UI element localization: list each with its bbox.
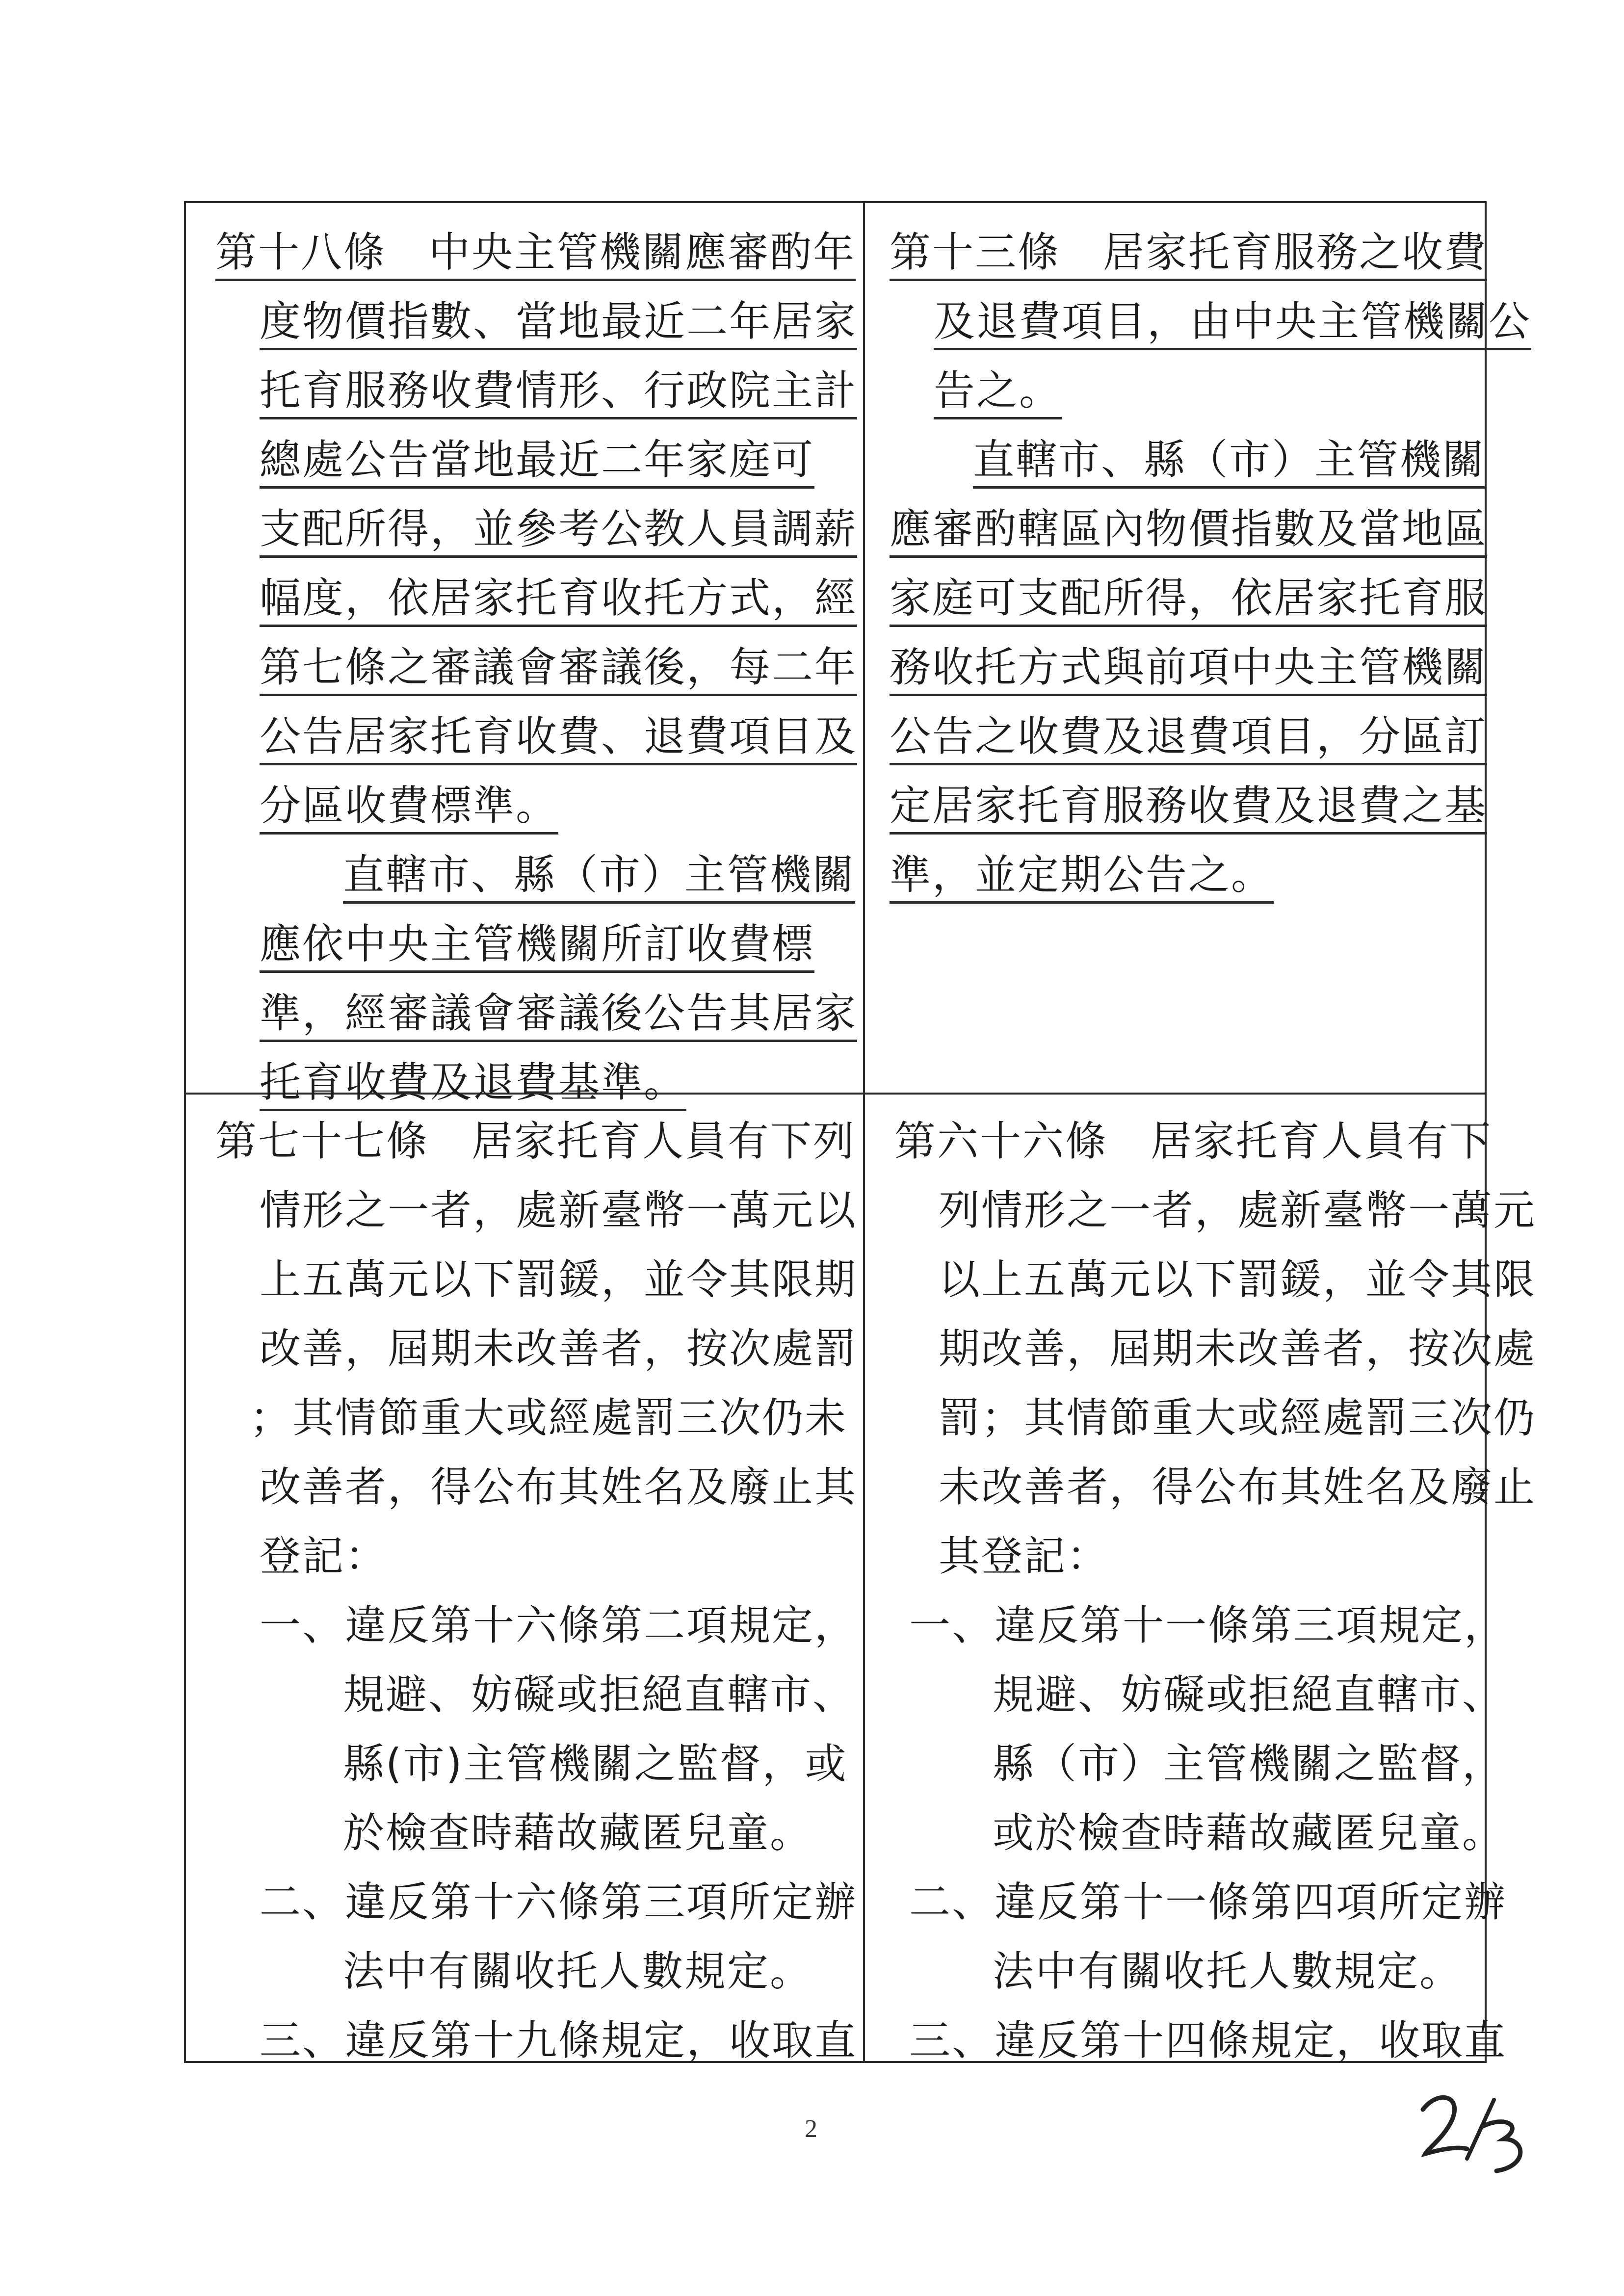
- text-line: 情形之一者，處新臺幣一萬元以: [260, 1186, 858, 1234]
- text-line: 罰；其情節重大或經處罰三次仍: [939, 1394, 1537, 1442]
- list-item: 二、違反第十六條第三項所定辦: [260, 1878, 858, 1926]
- text-line: 列情形之一者，處新臺幣一萬元: [939, 1186, 1537, 1234]
- page-number: 2: [805, 2115, 817, 2143]
- article-heading-line: 第十八條 中央主管機關應審酌年: [215, 218, 843, 287]
- article-heading-line: 第十三條 居家托育服務之收費: [890, 218, 1467, 287]
- article-heading-line: 第七十七條 居家托育人員有下列: [215, 1117, 856, 1165]
- text-line: 幅度，依居家托育收托方式，經: [215, 564, 843, 633]
- list-item: 一、違反第十六條第二項規定，: [260, 1601, 858, 1649]
- text-line: 度物價指數、當地最近二年居家: [215, 287, 843, 356]
- text-line: 家庭可支配所得，依居家托育服: [890, 564, 1467, 633]
- text-line: 以上五萬元以下罰鍰，並令其限: [939, 1255, 1537, 1304]
- text-line: 改善，屆期未改善者，按次處罰: [260, 1325, 858, 1373]
- list-item: 二、違反第十一條第四項所定辦: [909, 1878, 1507, 1926]
- cell-current-article-66: [865, 1095, 1537, 2064]
- text-line: 定居家托育服務收費及退費之基: [890, 771, 1467, 840]
- list-item: 一、違反第十一條第三項規定，: [909, 1601, 1507, 1649]
- text-line: 支配所得，並參考公教人員調薪: [215, 495, 843, 564]
- text-line: 公告居家托育收費、退費項目及: [215, 702, 843, 771]
- handwritten-mark: [1408, 2080, 1536, 2178]
- text-line: 分區收費標準。: [215, 771, 843, 840]
- text-line: 告之。: [890, 356, 1467, 425]
- cell-amended-article-77: [186, 1095, 863, 2063]
- text-line: 登記：: [260, 1532, 388, 1580]
- list-item-continuation: 於檢查時藉故藏匿兒童。: [343, 1809, 813, 1857]
- text-line: 務收托方式與前項中央主管機關: [890, 633, 1467, 702]
- text-line: 準，並定期公告之。: [890, 840, 1467, 910]
- text-line: 未改善者，得公布其姓名及廢止: [939, 1463, 1537, 1511]
- text-line: 公告之收費及退費項目，分區訂: [890, 702, 1467, 771]
- list-item-continuation: 法中有關收托人數規定。: [993, 1947, 1463, 1995]
- text-line: 期改善，屆期未改善者，按次處: [939, 1325, 1537, 1373]
- text-line: 托育收費及退費基準。: [215, 1048, 843, 1117]
- text-line: 應審酌轄區內物價指數及當地區: [890, 495, 1467, 564]
- list-item: 三、違反第十四條規定，收取直: [909, 2016, 1507, 2064]
- list-item: 三、違反第十九條規定，收取直: [260, 2016, 858, 2064]
- text-line: 總處公告當地最近二年家庭可: [215, 425, 843, 495]
- text-line: 改善者，得公布其姓名及廢止其: [260, 1463, 858, 1511]
- comparison-table: [184, 201, 1537, 2064]
- text-line: 直轄市、縣（市）主管機關: [215, 840, 843, 910]
- text-line: 及退費項目，由中央主管機關公: [890, 287, 1467, 356]
- text-line: 托育服務收費情形、行政院主計: [215, 356, 843, 425]
- list-item-continuation: 法中有關收托人數規定。: [343, 1947, 813, 1995]
- text-line: 上五萬元以下罰鍰，並令其限期: [260, 1255, 858, 1304]
- text-line: 準，經審議會審議後公告其居家: [215, 979, 843, 1048]
- list-item-continuation: 縣（市）主管機關之監督，: [993, 1740, 1505, 1788]
- list-item-continuation: 縣(市)主管機關之監督，或: [343, 1740, 848, 1788]
- cell-amended-article-18: [186, 203, 863, 1106]
- text-line: 其登記：: [939, 1532, 1110, 1580]
- article-heading-line: 第六十六條 居家托育人員有下: [894, 1117, 1493, 1165]
- text-line: ；其情節重大或經處罰三次仍未: [250, 1394, 848, 1442]
- list-item-continuation: 規避、妨礙或拒絕直轄市、: [993, 1670, 1505, 1719]
- text-line: 應依中央主管機關所訂收費標: [215, 910, 843, 979]
- list-item-continuation: 規避、妨礙或拒絕直轄市、: [343, 1670, 856, 1719]
- cell-current-article-13: [865, 203, 1532, 1093]
- text-line: 直轄市、縣（市）主管機關: [890, 425, 1467, 495]
- text-line: 第七條之審議會審議後，每二年: [215, 633, 843, 702]
- list-item-continuation: 或於檢查時藉故藏匿兒童。: [993, 1809, 1505, 1857]
